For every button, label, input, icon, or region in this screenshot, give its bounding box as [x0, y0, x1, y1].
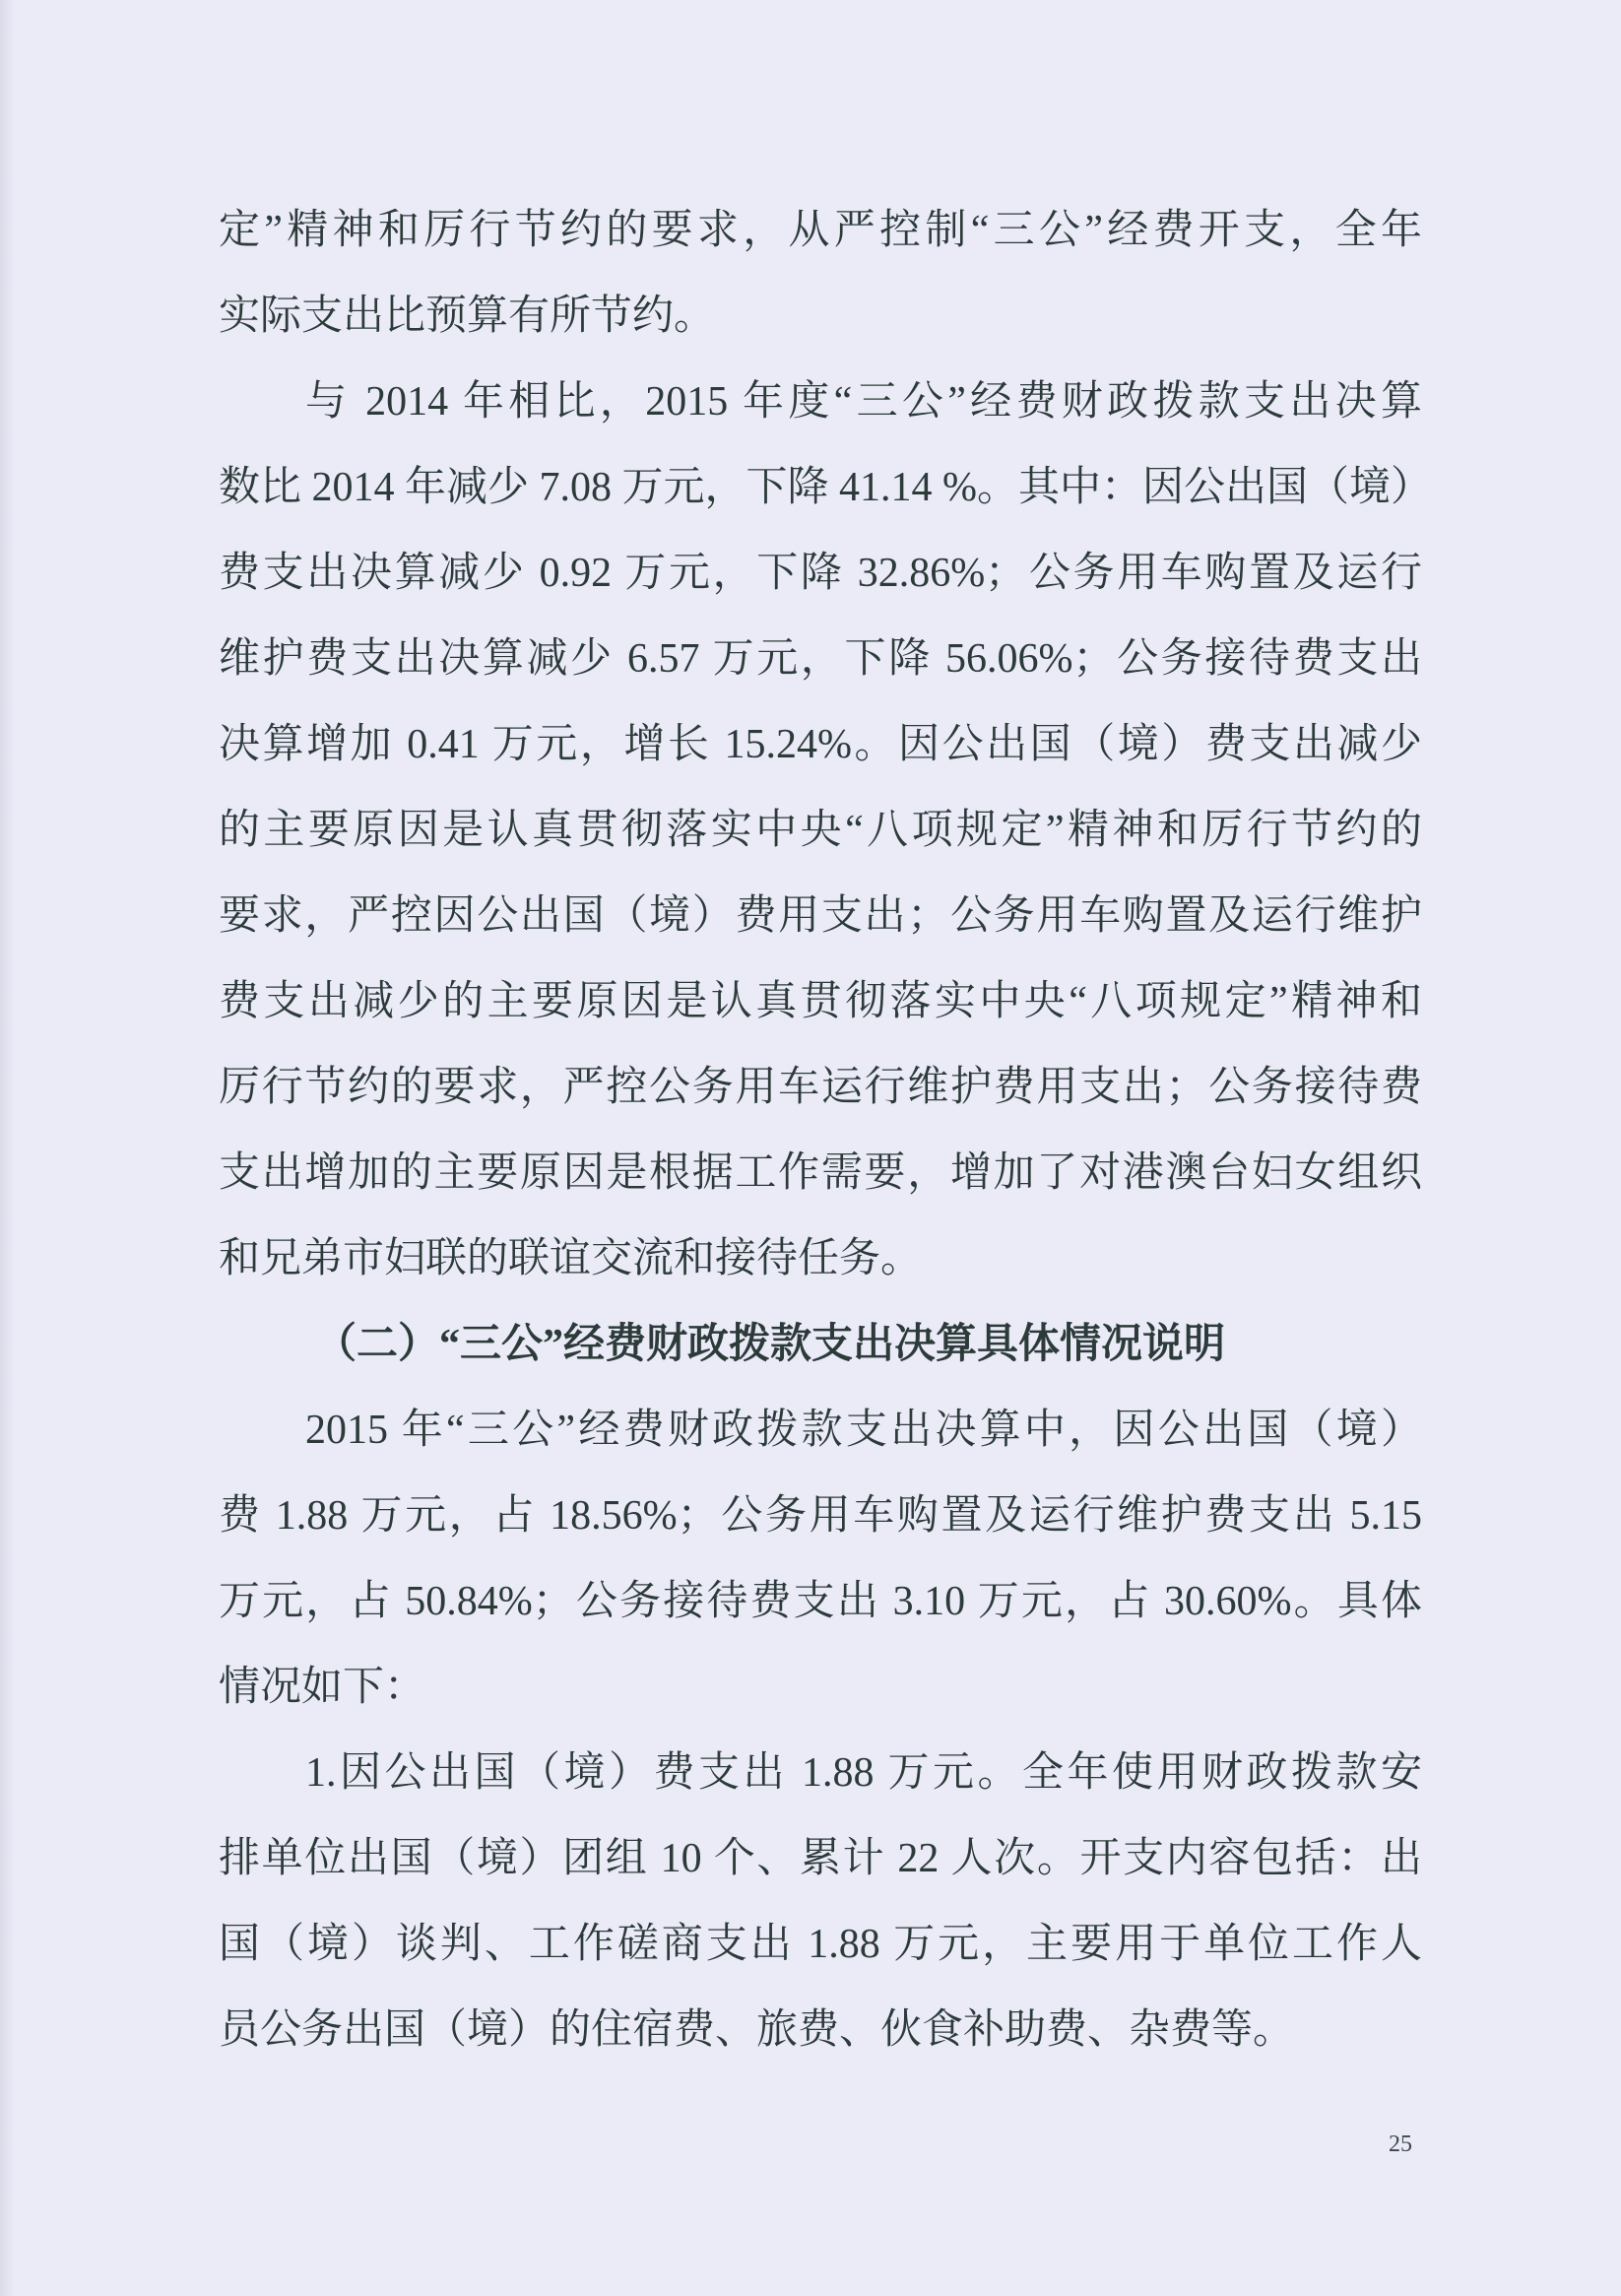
- text-line: 定”精神和厉行节约的要求，从严控制“三公”经费开支，全年: [219, 208, 1422, 253]
- text-line: 支出增加的主要原因是根据工作需要，增加了对港澳台妇女组织: [219, 1150, 1422, 1196]
- text-line: 与 2014 年相比，2015 年度“三公”经费财政拨款支出决算: [305, 379, 1422, 425]
- text-line: 维护费支出决算减少 6.57 万元，下降 56.06%；公务接待费支出: [219, 636, 1422, 682]
- text-line: 员公务出国（境）的住宿费、旅费、伙食补助费、杂费等。: [219, 2007, 1295, 2053]
- text-line: 要求，严控因公出国（境）费用支出；公务用车购置及运行维护: [219, 893, 1422, 939]
- page-number: 25: [1389, 2132, 1412, 2157]
- text-line: 费 1.88 万元，占 18.56%；公务用车购置及运行维护费支出 5.15: [219, 1493, 1422, 1539]
- text-line: 排单位出国（境）团组 10 个、累计 22 人次。开支内容包括：出: [219, 1836, 1422, 1881]
- text-line: 费支出决算减少 0.92 万元，下降 32.86%；公务用车购置及运行: [219, 551, 1422, 596]
- text-line: 厉行节约的要求，严控公务用车运行维护费用支出；公务接待费: [219, 1065, 1422, 1110]
- text-line: 情况如下：: [219, 1665, 426, 1710]
- section-heading: （二）“三公”经费财政拨款支出决算具体情况说明: [315, 1322, 1226, 1367]
- text-line: 实际支出比预算有所节约。: [219, 294, 716, 339]
- text-line: 的主要原因是认真贯彻落实中央“八项规定”精神和厉行节约的: [219, 808, 1422, 853]
- text-line: 万元，占 50.84%；公务接待费支出 3.10 万元，占 30.60%。具体: [219, 1579, 1422, 1624]
- text-line: 1.因公出国（境）费支出 1.88 万元。全年使用财政拨款安: [305, 1750, 1422, 1796]
- text-line: 费支出减少的主要原因是认真贯彻落实中央“八项规定”精神和: [219, 979, 1422, 1024]
- text-line: 数比 2014 年减少 7.08 万元，下降 41.14 %。其中：因公出国（境）: [219, 465, 1432, 510]
- text-line: 2015 年“三公”经费财政拨款支出决算中，因公出国（境）: [305, 1408, 1422, 1453]
- text-line: 和兄弟市妇联的联谊交流和接待任务。: [219, 1236, 923, 1281]
- text-line: 决算增加 0.41 万元，增长 15.24%。因公出国（境）费支出减少: [219, 722, 1422, 767]
- text-line: 国（境）谈判、工作磋商支出 1.88 万元，主要用于单位工作人: [219, 1922, 1422, 1967]
- document-body: [219, 188, 1432, 2073]
- scan-edge: [0, 0, 14, 2296]
